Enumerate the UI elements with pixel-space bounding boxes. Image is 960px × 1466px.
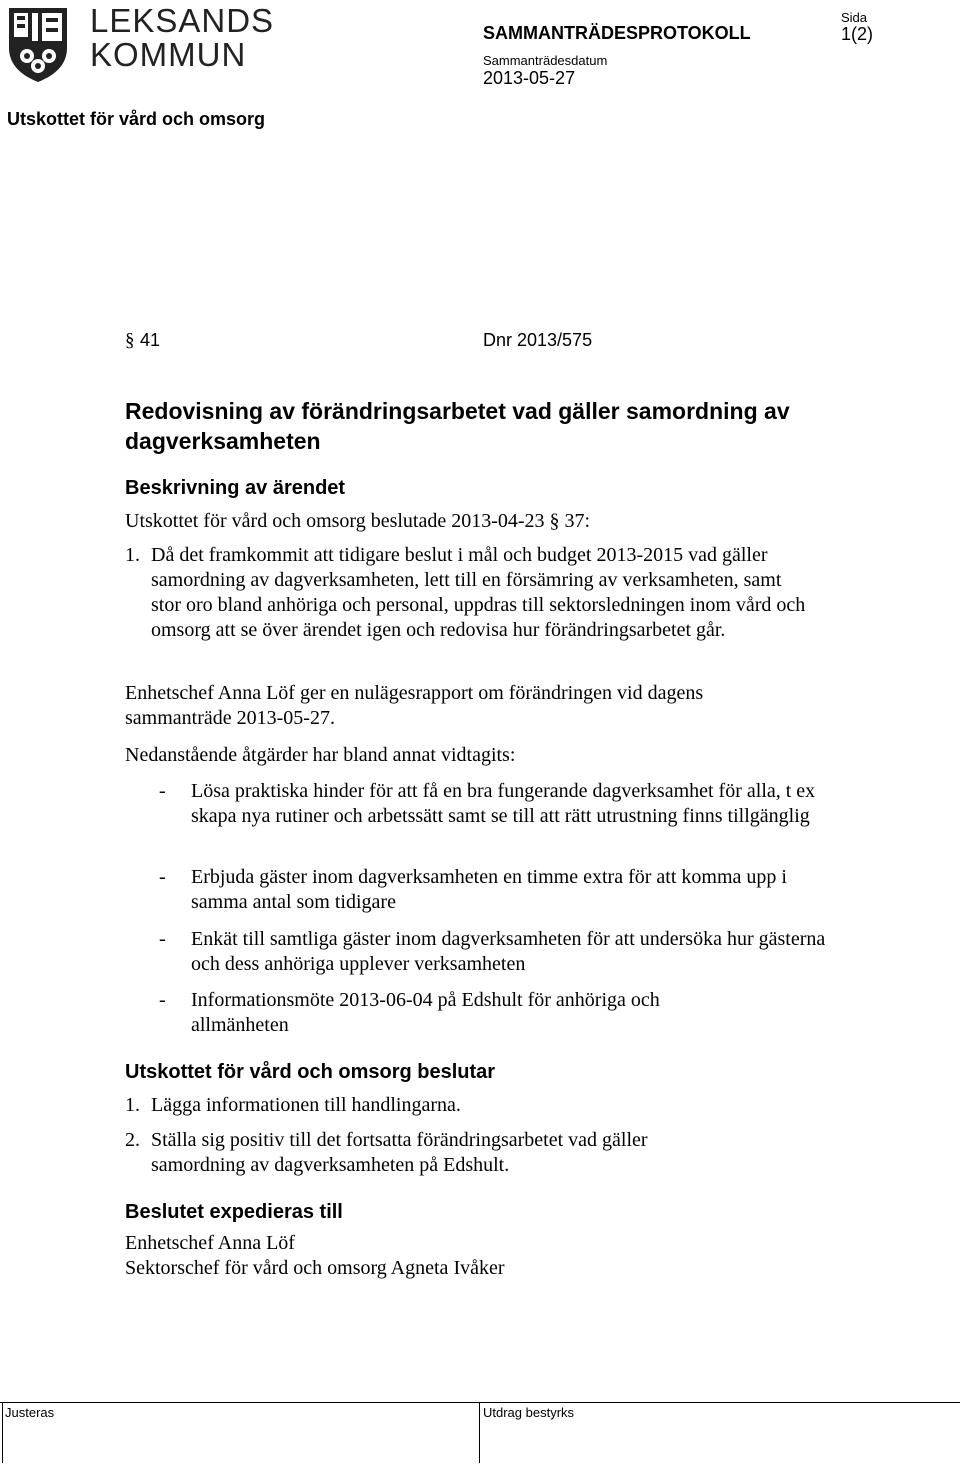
decision-text: Ställa sig positiv till det fortsatta förändringsarbetet vad gäller samordning av dagverksamheten på Edshult. bbox=[151, 1129, 648, 1176]
decision-item bbox=[125, 1128, 721, 1178]
bullet-dash: - bbox=[159, 989, 166, 1011]
signature-label-utdrag: Utdrag bestyrks bbox=[483, 1405, 575, 1420]
meeting-date: 2013-05-27 bbox=[483, 68, 576, 88]
case-title: Redovisning av förändringsarbetet vad gäller samordning av dagverksamheten bbox=[125, 398, 790, 454]
meeting-date-label: Sammanträdesdatum bbox=[483, 53, 608, 68]
bullet-dash: - bbox=[159, 866, 166, 888]
decision-number: 2. bbox=[125, 1129, 140, 1151]
page-label: Sida bbox=[841, 10, 868, 25]
recipient: Enhetschef Anna Löf bbox=[125, 1232, 295, 1254]
measure-item bbox=[159, 865, 831, 915]
item-text: Då det framkommit att tidigare beslut i mål och budget 2013-2015 vad gäller samordning av dagverksamheten, lett till en försämring av verksamheten, samt stor oro bland anhöriga och personal, uppdras till sektorsledningen inom vård och omsorg att se över ärendet igen och redovisa hur förändringsarbetet går. bbox=[151, 544, 806, 641]
coat-of-arms-logo bbox=[5, 4, 71, 84]
signature-label-justeras: Justeras bbox=[5, 1405, 55, 1420]
diary-number: Dnr 2013/575 bbox=[483, 330, 593, 350]
footer-divider bbox=[0, 1402, 960, 1403]
measure-text: Erbjuda gäster inom dagverksamheten en timme extra för att komma upp i samma antal som tidigare bbox=[191, 866, 787, 913]
distribution-heading: Beslutet expedieras till bbox=[125, 1201, 343, 1223]
earlier-decision-item bbox=[125, 543, 811, 643]
measures-intro: Nedanstående åtgärder har bland annat vidtagits: bbox=[125, 744, 516, 766]
decision-number: 1. bbox=[125, 1094, 140, 1116]
footer-box-border bbox=[2, 1403, 3, 1463]
measure-item bbox=[159, 779, 831, 829]
footer-box-border bbox=[479, 1403, 480, 1463]
decision-text: Lägga informationen till handlingarna. bbox=[151, 1094, 461, 1116]
recipient: Sektorschef för vård och omsorg Agneta Ivåker bbox=[125, 1257, 505, 1279]
measure-text: Enkät till samtliga gäster inom dagverksamheten för att undersöka hur gästerna och dess anhöriga upplever verksamheten bbox=[191, 928, 826, 975]
measure-text: Informationsmöte 2013-06-04 på Edshult för anhöriga och allmänheten bbox=[191, 989, 660, 1036]
decision-item bbox=[125, 1093, 811, 1118]
bullet-dash: - bbox=[159, 780, 166, 802]
description-intro: Utskottet för vård och omsorg beslutade 2013-04-23 § 37: bbox=[125, 510, 591, 532]
municipality-logotype: LEKSANDS KOMMUN bbox=[90, 2, 275, 73]
bullet-dash: - bbox=[159, 928, 166, 950]
measure-item bbox=[159, 988, 751, 1038]
decision-heading: Utskottet för vård och omsorg beslutar bbox=[125, 1061, 496, 1083]
case-paragraph-number: 41 bbox=[140, 330, 161, 350]
page-number: 1(2) bbox=[841, 24, 874, 44]
measure-text: Lösa praktiska hinder för att få en bra fungerande dagverksamhet för alla, t ex skapa nya rutiner och arbetssätt samt se till att rätt utrustning finns tillgänglig bbox=[191, 780, 816, 827]
description-heading: Beskrivning av ärendet bbox=[125, 477, 346, 499]
committee-name: Utskottet för vård och omsorg bbox=[7, 109, 266, 129]
status-report: Enhetschef Anna Löf ger en nulägesrapport om förändringen vid dagens sammanträde 2013-05-27. bbox=[125, 682, 704, 729]
measure-item bbox=[159, 927, 831, 977]
protocol-title: SAMMANTRÄDESPROTOKOLL bbox=[483, 23, 751, 43]
item-number: 1. bbox=[125, 544, 140, 566]
paragraph-symbol: § bbox=[125, 330, 135, 351]
